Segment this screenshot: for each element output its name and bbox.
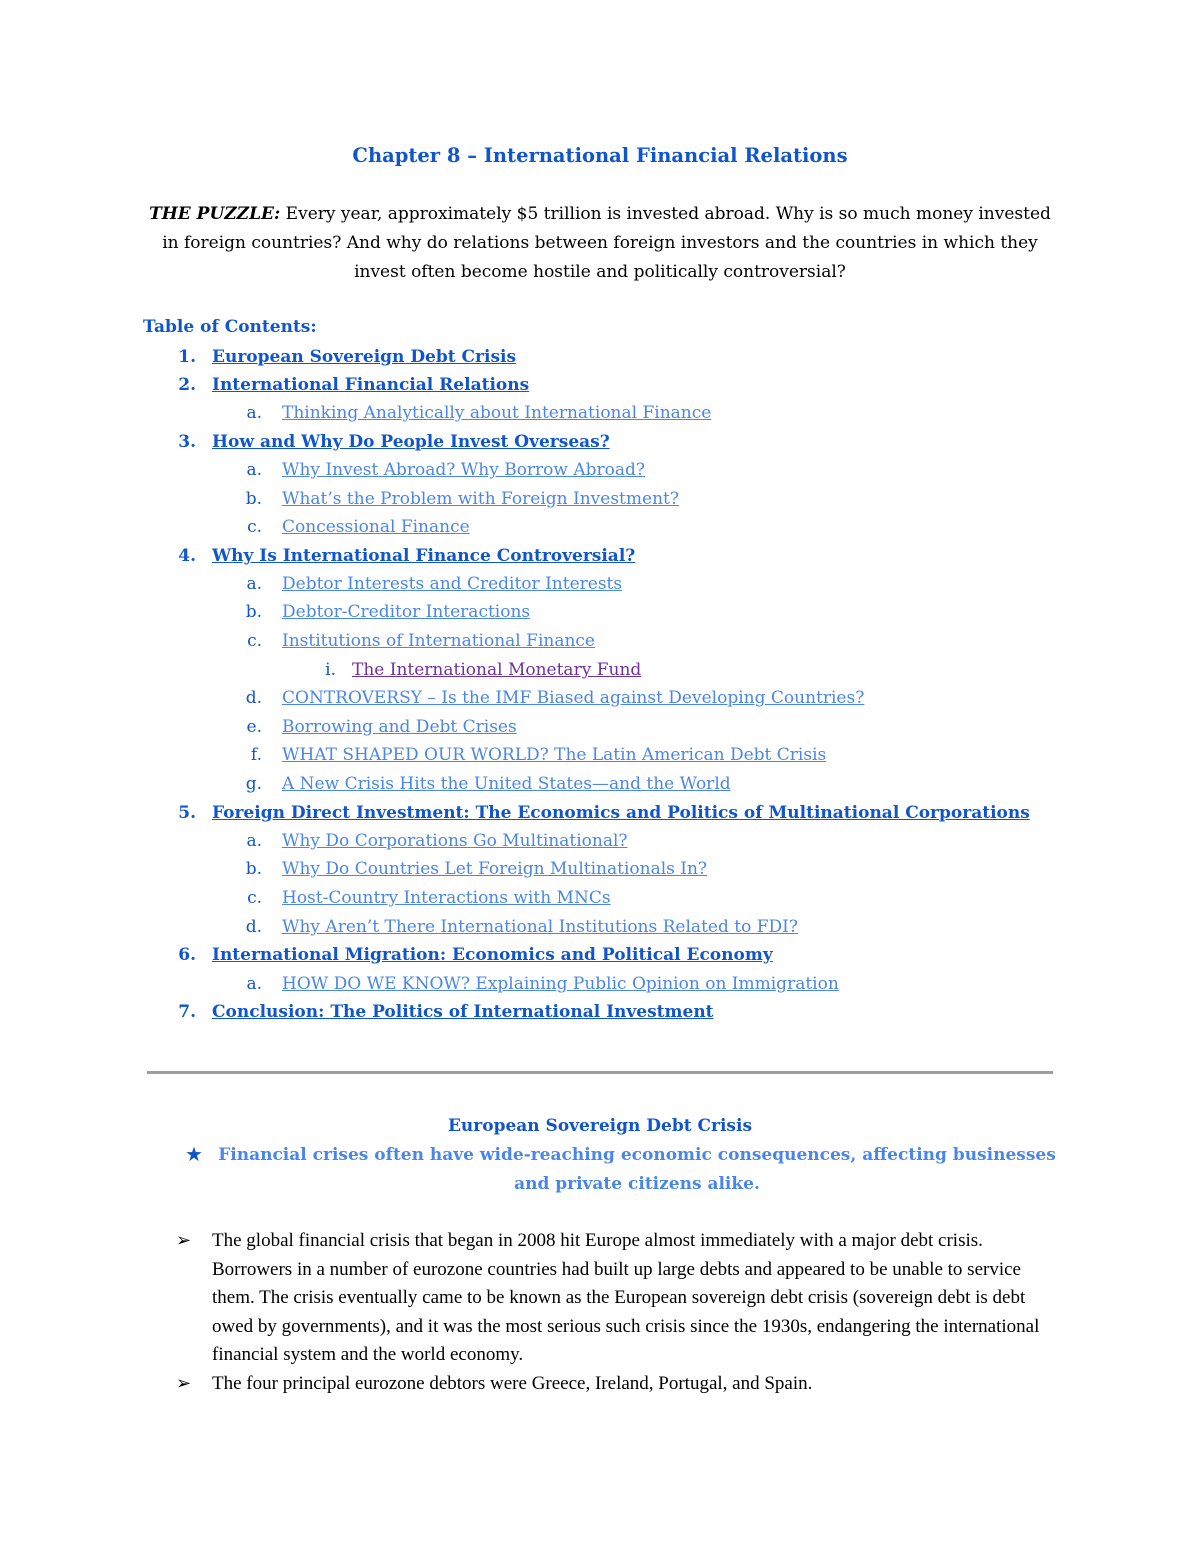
toc-link-debtor-creditor-interactions[interactable]: Debtor-Creditor Interactions: [282, 602, 531, 622]
toc-item-number: 1.: [178, 347, 196, 367]
toc-item-number: b.: [245, 602, 262, 622]
toc-item-number: 7.: [178, 1002, 196, 1022]
puzzle-text: Every year, approximately $5 trillion is invested abroad. Why is so much money invested in foreign countries? And why do relations between foreign investors and the countries in which they invest often become hostile and politically controversial?: [162, 204, 1051, 282]
section-heading: European Sovereign Debt Crisis: [447, 1116, 753, 1136]
page-title: Chapter 8 – International Financial Relations: [352, 144, 848, 167]
toc-item-number: a.: [246, 460, 262, 480]
toc-link-concessional-finance[interactable]: Concessional Finance: [282, 517, 470, 537]
toc-link-controversy-imf[interactable]: CONTROVERSY – Is the IMF Biased against Developing Countries?: [282, 688, 865, 708]
toc-item-number: 5.: [178, 803, 196, 823]
puzzle-paragraph: [140, 200, 1060, 286]
toc-link-why-invest-abroad[interactable]: Why Invest Abroad? Why Borrow Abroad?: [282, 460, 646, 480]
toc-link-conclusion[interactable]: Conclusion: The Politics of International Investment: [212, 1002, 714, 1022]
toc-link-institutions-international-finance[interactable]: Institutions of International Finance: [282, 631, 595, 651]
toc-link-countries-let-multinationals-in[interactable]: Why Do Countries Let Foreign Multinationals In?: [282, 859, 708, 879]
toc-link-host-country-interactions[interactable]: Host-Country Interactions with MNCs: [282, 888, 611, 908]
toc-item-number: e.: [246, 717, 262, 737]
toc-item-number: i.: [325, 660, 336, 680]
star-icon: ★: [185, 1142, 203, 1166]
toc-item-number: a.: [246, 403, 262, 423]
toc-heading: Table of Contents:: [143, 317, 317, 337]
toc-item-number: 4.: [178, 546, 196, 566]
toc-item-number: b.: [245, 859, 262, 879]
toc-item-number: d.: [245, 917, 262, 937]
key-point: Financial crises often have wide-reaching economic consequences, affecting businesses and private citizens alike.: [218, 1145, 1056, 1194]
toc-item-number: g.: [245, 774, 262, 794]
toc-link-european-sovereign-debt-crisis[interactable]: European Sovereign Debt Crisis: [212, 347, 517, 367]
toc-link-thinking-analytically[interactable]: Thinking Analytically about International Finance: [282, 403, 712, 423]
toc-item-number: d.: [245, 688, 262, 708]
toc-item-number: a.: [246, 974, 262, 994]
toc-link-why-finance-controversial[interactable]: Why Is International Finance Controversial?: [212, 546, 636, 566]
toc-link-international-financial-relations[interactable]: International Financial Relations: [212, 375, 530, 395]
puzzle-label: THE PUZZLE:: [149, 204, 281, 224]
arrow-bullet-icon: ➢: [176, 1230, 192, 1251]
toc-item-number: a.: [246, 574, 262, 594]
toc-item-number: b.: [245, 489, 262, 509]
toc-link-foreign-direct-investment[interactable]: Foreign Direct Investment: The Economics and Politics of Multinational Corporations: [212, 803, 1030, 823]
toc-link-borrowing-debt-crises[interactable]: Borrowing and Debt Crises: [282, 717, 517, 737]
toc-link-debtor-creditor-interests[interactable]: Debtor Interests and Creditor Interests: [282, 574, 623, 594]
toc-item-number: f.: [250, 745, 262, 765]
toc-item-number: c.: [247, 888, 262, 908]
toc-link-public-opinion-immigration[interactable]: HOW DO WE KNOW? Explaining Public Opinion on Immigration: [282, 974, 839, 994]
toc-link-new-crisis-united-states[interactable]: A New Crisis Hits the United States—and the World: [282, 774, 731, 794]
toc-link-problem-foreign-investment[interactable]: What’s the Problem with Foreign Investment?: [282, 489, 679, 509]
bullet-paragraph: The global financial crisis that began in 2008 hit Europe almost immediately with a major debt crisis. Borrowers in a number of eurozone countries had built up large debts and appeared to be unable to service them. The crisis eventually came to be known as the European sovereign debt crisis (sovereign debt is debt owed by governments), and it was the most serious such crisis since the 1930s, endangering the international financial system and the world economy.: [212, 1230, 1040, 1365]
toc-item-number: c.: [247, 517, 262, 537]
toc-item-number: 6.: [178, 945, 196, 965]
toc-item-number: 3.: [178, 432, 196, 452]
toc-item-number: a.: [246, 831, 262, 851]
arrow-bullet-icon: ➢: [176, 1373, 192, 1394]
toc-item-number: c.: [247, 631, 262, 651]
horizontal-divider: [147, 1071, 1053, 1074]
toc-link-international-migration[interactable]: International Migration: Economics and Political Economy: [212, 945, 773, 965]
toc-link-latin-american-debt-crisis[interactable]: WHAT SHAPED OUR WORLD? The Latin American Debt Crisis: [282, 745, 827, 765]
toc-link-how-and-why-invest-overseas[interactable]: How and Why Do People Invest Overseas?: [212, 432, 610, 452]
toc-link-corporations-go-multinational[interactable]: Why Do Corporations Go Multinational?: [282, 831, 628, 851]
toc-item-number: 2.: [178, 375, 196, 395]
toc-link-institutions-fdi[interactable]: Why Aren’t There International Institutions Related to FDI?: [282, 917, 798, 937]
toc-link-imf[interactable]: The International Monetary Fund: [352, 660, 642, 680]
bullet-paragraph: The four principal eurozone debtors were Greece, Ireland, Portugal, and Spain.: [212, 1373, 813, 1394]
